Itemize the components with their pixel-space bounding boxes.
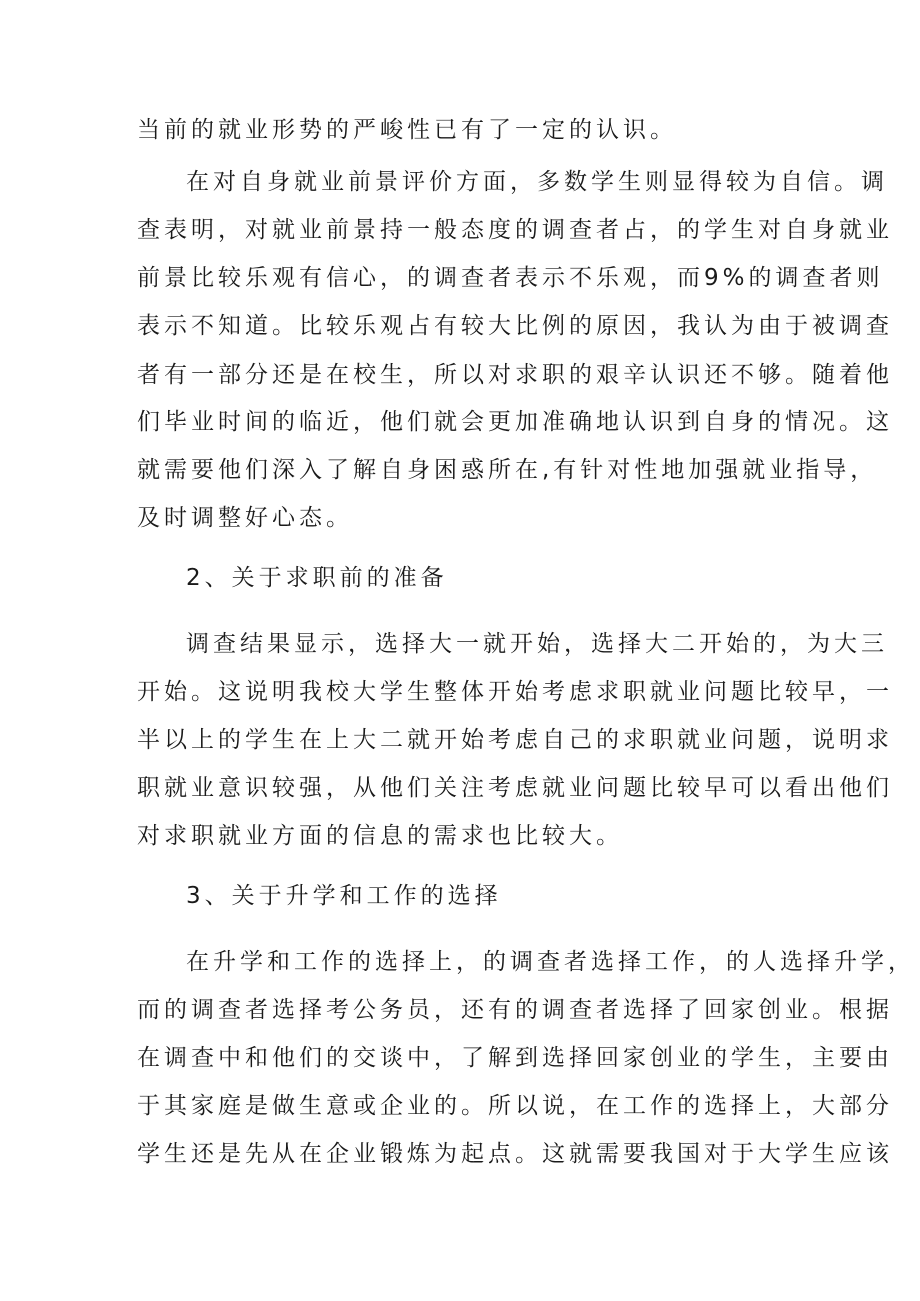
paragraph-4-line-2: 而的调查者选择考公务员，还有的调查者选择了回家创业。根据	[137, 997, 893, 1023]
paragraph-3-line-3: 半以上的学生在上大二就开始考虑自己的求职就业问题，说明求	[137, 727, 893, 753]
paragraph-4-line-1: 在升学和工作的选择上，的调查者选择工作，的人选择升学，	[186, 949, 915, 975]
section-heading-2: 2、关于求职前的准备	[186, 565, 448, 591]
paragraph-3-line-1: 调查结果显示，选择大一就开始，选择大二开始的，为大三	[186, 631, 888, 657]
paragraph-3-line-5: 对求职就业方面的信息的需求也比较大。	[137, 823, 623, 849]
paragraph-4-line-4: 于其家庭是做生意或企业的。所以说，在工作的选择上，大部分	[137, 1093, 893, 1119]
paragraph-2-line-5: 者有一部分还是在校生，所以对求职的艰辛认识还不够。随着他	[137, 362, 893, 388]
section-heading-3: 3、关于升学和工作的选择	[186, 883, 502, 909]
paragraph-3-line-2: 开始。这说明我校大学生整体开始考虑求职就业问题比较早，一	[137, 679, 893, 705]
paragraph-2-line-2: 查表明，对就业前景持一般态度的调查者占，的学生对自身就业	[137, 217, 893, 243]
paragraph-2-line-6: 们毕业时间的临近，他们就会更加准确地认识到自身的情况。这	[137, 409, 893, 435]
paragraph-4-line-3: 在调查中和他们的交谈中，了解到选择回家创业的学生，主要由	[137, 1045, 893, 1071]
paragraph-2-line-1: 在对自身就业前景评价方面，多数学生则显得较为自信。调	[186, 169, 888, 195]
paragraph-2-line-8: 及时调整好心态。	[137, 505, 353, 531]
paragraph-1-line-1: 当前的就业形势的严峻性已有了一定的认识。	[137, 117, 677, 143]
paragraph-4-line-5: 学生还是先从在企业锻炼为起点。这就需要我国对于大学生应该	[137, 1141, 893, 1167]
paragraph-3-line-4: 职就业意识较强，从他们关注考虑就业问题比较早可以看出他们	[137, 775, 893, 801]
paragraph-2-line-4: 表示不知道。比较乐观占有较大比例的原因，我认为由于被调查	[137, 313, 893, 339]
paragraph-2-line-3: 前景比较乐观有信心，的调查者表示不乐观，而9%的调查者则	[137, 265, 884, 291]
paragraph-2-line-7: 就需要他们深入了解自身困惑所在,有针对性地加强就业指导，	[137, 457, 878, 483]
